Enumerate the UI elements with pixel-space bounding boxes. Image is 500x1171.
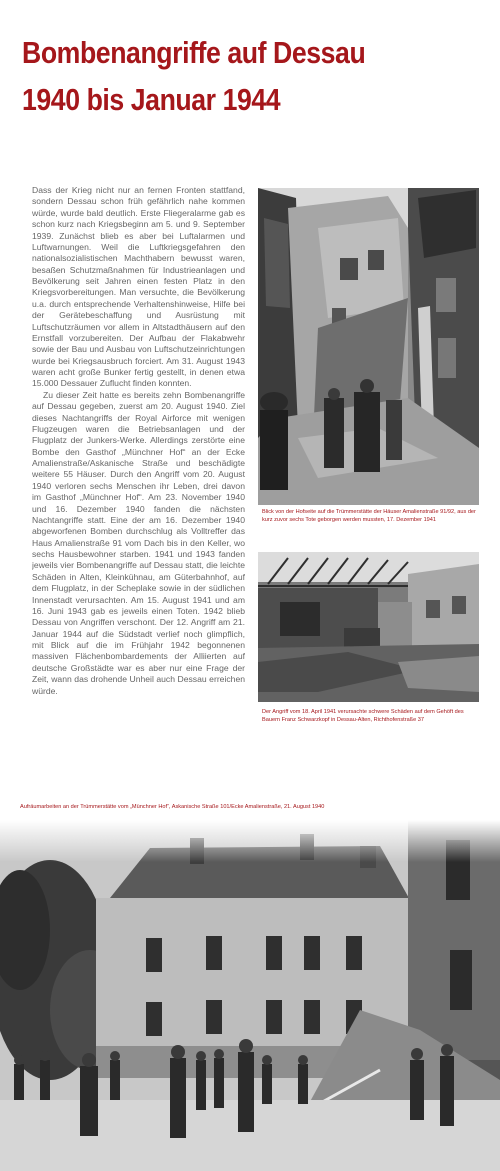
photo-damaged-farm-image [258, 552, 479, 702]
page-title-line-1: Bombenangriffe auf Dessau [22, 35, 366, 70]
body-paragraph-1: Dass der Krieg nicht nur an fernen Fronten stattfand, sondern Dessau schon früh gefährlich nahe kommen würde, wurde bald deutlich. Erste Fliegeralarme gab es schon kurz nach Kriegsbeginn am 5. und 9. September 1939. Zunächst blieb es aber bei Luftalarmen und Luftwarnungen. Weil die Luftkriegsgefahren den nationalsozialistischen Machthabern bewusst waren, besaßen Schutzmaßnahmen für Industrieanlagen und Bevölkerung seit Jahren einen festen Platz in den Kriegsvorbereitungen. Man versuchte, die Bevölkerung u.a. durch entsprechende Verhaltenshinweise, Hilfe bei der Gerätebeschaffung und Ausrüstung mit Luftschutzräumen vor allem in Altstadthäusern auf den Ernstfall vorzubereiten. Der Aufbau der Flakabwehr sowie der Bau und Ausbau von Luftschutzeinrichtungen wurde bei Kriegsausbruch forciert. Am 31. August 1943 waren acht große Bunker fertig gestellt, in denen etwa 15.000 Dessauer Zuflucht finden konnten. [32, 185, 245, 389]
photo-muenchner-hof-clearing [0, 820, 500, 1171]
body-paragraph-2: Zu dieser Zeit hatte es bereits zehn Bombenangriffe auf Dessau gegeben, zuerst am 20. August 1940. Ziel dieses Nachtangriffs der Royal Airforce mit wenigen Flugzeugen waren die Betriebsanlagen und der Flugplatz der Junkers-Werke. Allerdings zerstörte eine Bombe den Gasthof „Münchner Hof“ an der Ecke Amalienstraße/Askanische Straße und beschädigte weitere 55 Häuser. Durch den Angriff vom 20. August 1940 verloren sechs Menschen ihr Leben, drei davon im Gasthof „Münchner Hof“. Am 23. November 1940 und 16. Dezember 1940 fanden die nächsten Nachtangriffe statt. Eine der am 16. Dezember 1940 abgeworfenen Bomben durchschlug als Volltreffer das Haus Amalienstraße 91 vom Dach bis in den Keller, wo sechs Hausbewohner starben. 1941 und 1943 fanden jeweils vier Bombenangriffe auf Dessau statt, die leichte Schäden in Alten, Kleinkühnau, am Güterbahnhof, auf dem Flugplatz, in der Scheplake sowie in der südlichen Innenstadt verursachten. Am 15. August 1941 und am 16. Juni 1943 gab es jeweils einen Toten. 1942 blieb Dessau von Angriffen verschont. Der 12. Angriff am 21. Januar 1944 auf die Südstadt verlief noch glimpflich, mit Blick auf die im Frühjahr 1942 begonnenen massiven Flächenbombardements der Alliierten auf deutsche Großstädte war es aber nur eine Frage der Zeit, wann das drohende Unheil auch Dessau erreichen würde. [32, 389, 245, 696]
caption-muenchner-hof: Aufräumarbeiten an der Trümmerstätte vom „Münchner Hof“, Askanische Straße 101/Ecke Amalienstraße, 21. August 1940 [20, 804, 325, 810]
photo-ruins-courtyard-image [258, 188, 479, 505]
photo-damaged-farm [258, 552, 479, 702]
caption-damaged-farm: Der Angriff vom 18. April 1941 verursachte schwere Schäden auf dem Gehöft des Bauern Franz Schwarzkopf in Dessau-Alten, Richthofenstraße 37 [262, 709, 464, 723]
photo-ruins-courtyard [258, 188, 479, 505]
caption-ruins-courtyard: Blick von der Hofseite auf die Trümmerstätte der Häuser Amalienstraße 91/92, aus der kurz zuvor sechs Tote geborgen werden mussten, 17. Dezember 1941 [262, 509, 476, 523]
photo-muenchner-hof-clearing-image [0, 820, 500, 1171]
body-text [32, 185, 245, 745]
page-title-line-2: 1940 bis Januar 1944 [22, 82, 281, 117]
